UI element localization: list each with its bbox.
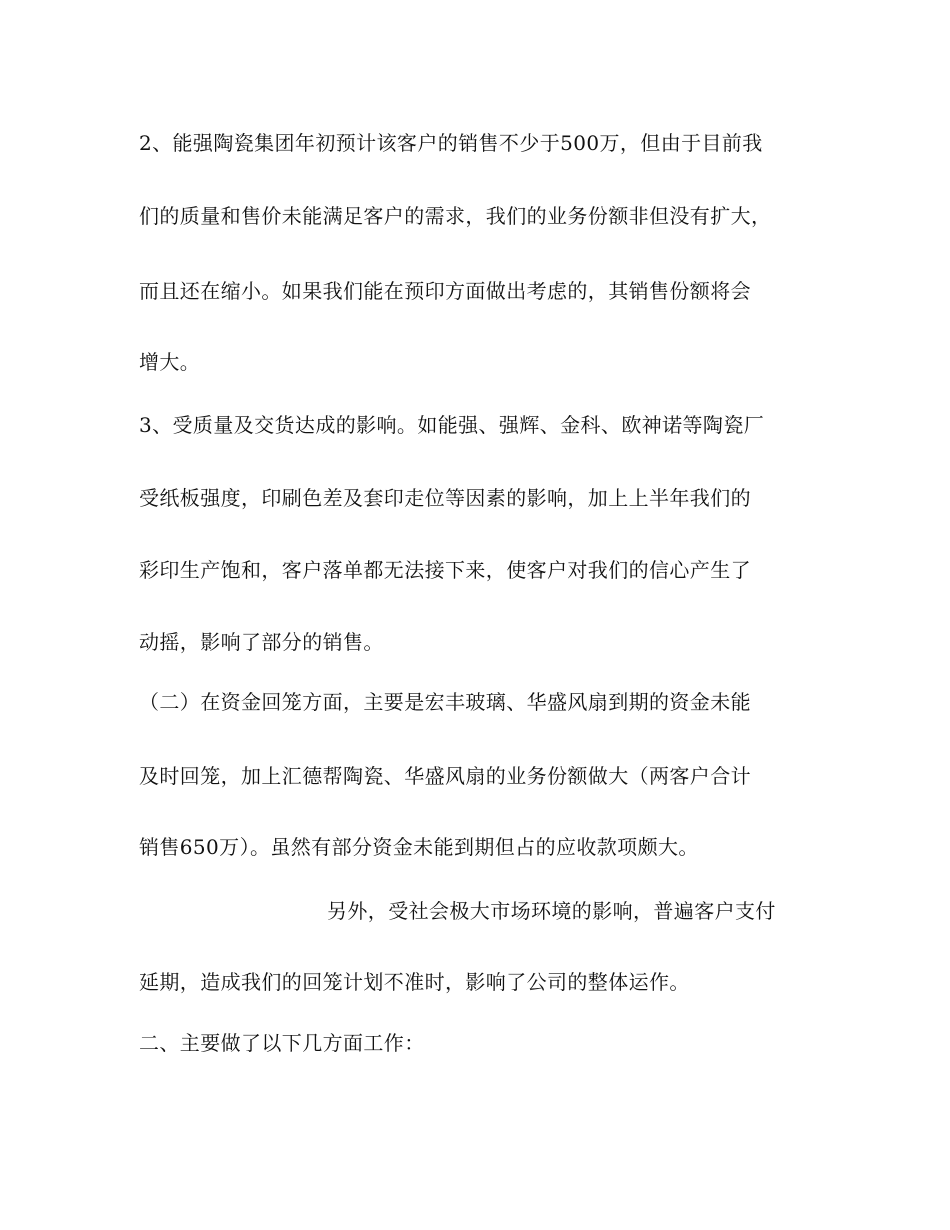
section-heading: 二、主要做了以下几方面工作： <box>139 1031 425 1055</box>
text-line-3: 而且还在缩小。如果我们能在预印方面做出考虑的，其销售份额将会 <box>139 279 751 303</box>
text-line-12: 另外，受社会极大市场环境的影响，普遍客户支付 <box>327 899 776 923</box>
text-line-9: （二）在资金回笼方面，主要是宏丰玻璃、华盛风扇到期的资金未能 <box>139 690 751 714</box>
text-line-11: 销售650万）。虽然有部分资金未能到期但占的应收款项颇大。 <box>139 835 699 859</box>
text-line-1: 2、能强陶瓷集团年初预计该客户的销售不少于500万，但由于目前我 <box>139 131 763 155</box>
text-line-10: 及时回笼，加上汇德帮陶瓷、华盛风扇的业务份额做大（两客户合计 <box>139 764 751 788</box>
text-line-7: 彩印生产饱和，客户落单都无法接下来，使客户对我们的信心产生了 <box>139 558 751 582</box>
text-line-13: 延期，造成我们的回笼计划不准时，影响了公司的整体运作。 <box>139 970 690 994</box>
text-line-4: 增大。 <box>139 350 201 374</box>
text-line-8: 动摇，影响了部分的销售。 <box>139 630 384 654</box>
text-line-6: 受纸板强度，印刷色差及套印走位等因素的影响，加上上半年我们的 <box>139 486 751 510</box>
text-line-5: 3、受质量及交货达成的影响。如能强、强辉、金科、欧神诺等陶瓷厂 <box>139 413 765 437</box>
text-line-2: 们的质量和售价未能满足客户的需求，我们的业务份额非但没有扩大， <box>139 204 772 228</box>
